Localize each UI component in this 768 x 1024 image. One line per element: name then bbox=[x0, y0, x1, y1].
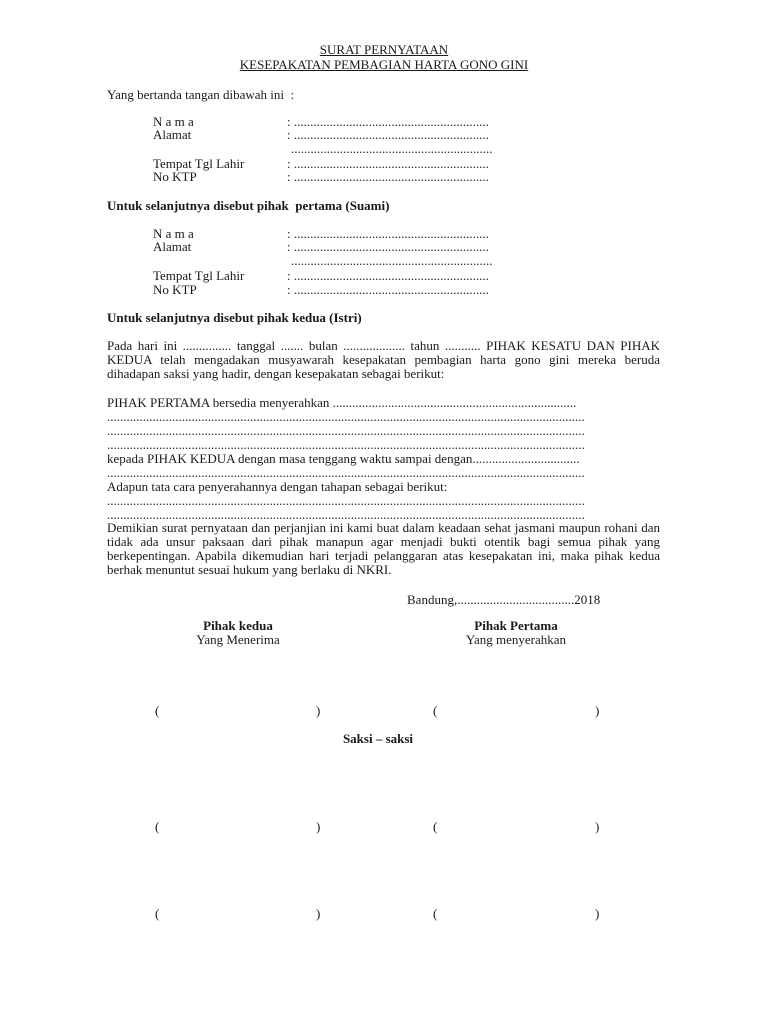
signature-open-paren: ( bbox=[433, 906, 438, 921]
first-party-heading: Untuk selanjutnya disebut pihak pertama (Suami) bbox=[107, 198, 390, 213]
signature-open-paren: ( bbox=[433, 819, 438, 834]
alamat-label-2: Alamat bbox=[153, 239, 192, 254]
pihak-pertama-line: PIHAK PERTAMA bersedia menyerahkan ........................................................................... bbox=[107, 396, 577, 410]
signature-open-paren: ( bbox=[155, 819, 160, 834]
intro-text: Yang bertanda tangan dibawah ini : bbox=[107, 87, 295, 102]
alamat-continuation: .............................................................. bbox=[291, 141, 493, 156]
dotted-line: ................................................................................................................................................... bbox=[107, 424, 585, 438]
alamat-continuation-2: .............................................................. bbox=[291, 253, 493, 268]
nama-field-2: : ............................................................ bbox=[287, 226, 489, 241]
ktp-field-2: : ............................................................ bbox=[287, 282, 489, 297]
signature-close-paren: ) bbox=[316, 703, 321, 718]
signature-close-paren: ) bbox=[595, 819, 600, 834]
nama-label-2: N a m a bbox=[153, 226, 194, 241]
place-date: Bandung,....................................2018 bbox=[407, 592, 601, 607]
tempat-lahir-label: Tempat Tgl Lahir bbox=[153, 156, 245, 171]
signature-close-paren: ) bbox=[316, 819, 321, 834]
tempat-lahir-field: : ............................................................ bbox=[287, 156, 489, 171]
nama-label: N a m a bbox=[153, 114, 194, 129]
alamat-label: Alamat bbox=[153, 127, 192, 142]
signature-close-paren: ) bbox=[316, 906, 321, 921]
signature-close-paren: ) bbox=[595, 906, 600, 921]
witness-heading: Saksi – saksi bbox=[342, 731, 414, 746]
left-signatory-title: Pihak kedua bbox=[203, 618, 273, 633]
signature-close-paren: ) bbox=[595, 703, 600, 718]
ktp-field: : ............................................................ bbox=[287, 169, 489, 184]
ktp-label: No KTP bbox=[153, 169, 197, 184]
tempat-lahir-label-2: Tempat Tgl Lahir bbox=[153, 268, 245, 283]
document-subtitle: KESEPAKATAN PEMBAGIAN HARTA GONO GINI bbox=[239, 57, 529, 72]
dotted-line: ................................................................................................................................................... bbox=[107, 466, 585, 480]
dotted-line: ................................................................................................................................................... bbox=[107, 508, 585, 522]
signature-open-paren: ( bbox=[155, 906, 160, 921]
dotted-line: ................................................................................................................................................... bbox=[107, 494, 585, 508]
body-paragraph: Pada hari ini ............... tanggal ....... bulan ................... tahun ........... PIHAK KESATU DAN PIHAK KEDUA telah mengadakan musyawarah kesepakatan pembagian harta gono gini mereka beruda dihadapan saksi yang hadir, dengan kesepakatan sebagai berikut: bbox=[107, 338, 660, 381]
document-title: SURAT PERNYATAAN bbox=[319, 42, 449, 57]
tempat-lahir-field-2: : ............................................................ bbox=[287, 268, 489, 283]
adapun-line: Adapun tata cara penyerahannya dengan tahapan sebagai berikut: bbox=[107, 480, 448, 494]
nama-field: : ............................................................ bbox=[287, 114, 489, 129]
dotted-line: ................................................................................................................................................... bbox=[107, 438, 585, 452]
dotted-line: ................................................................................................................................................... bbox=[107, 410, 585, 424]
signature-open-paren: ( bbox=[433, 703, 438, 718]
right-signatory-title: Pihak Pertama bbox=[474, 618, 558, 633]
right-signatory-role: Yang menyerahkan bbox=[465, 632, 567, 647]
kepada-line: kepada PIHAK KEDUA dengan masa tenggang waktu sampai dengan................................. bbox=[107, 452, 580, 466]
left-signatory-role: Yang Menerima bbox=[196, 632, 280, 647]
alamat-field-2: : ............................................................ bbox=[287, 239, 489, 254]
alamat-field: : ............................................................ bbox=[287, 127, 489, 142]
second-party-heading: Untuk selanjutnya disebut pihak kedua (Istri) bbox=[107, 310, 362, 325]
ktp-label-2: No KTP bbox=[153, 282, 197, 297]
signature-open-paren: ( bbox=[155, 703, 160, 718]
closing-paragraph: Demikian surat pernyataan dan perjanjian ini kami buat dalam keadaan sehat jasmani maupun rohani dan tidak ada unsur paksaan dari pihak manapun agar menjadi bukti otentik bagi semua pihak yang berkepentingan. Apabila dikemudian hari terjadi pelanggaran atas kesepakatan ini, maka pihak kedua berhak menuntut sesuai hukum yang berlaku di NKRI. bbox=[107, 520, 660, 577]
